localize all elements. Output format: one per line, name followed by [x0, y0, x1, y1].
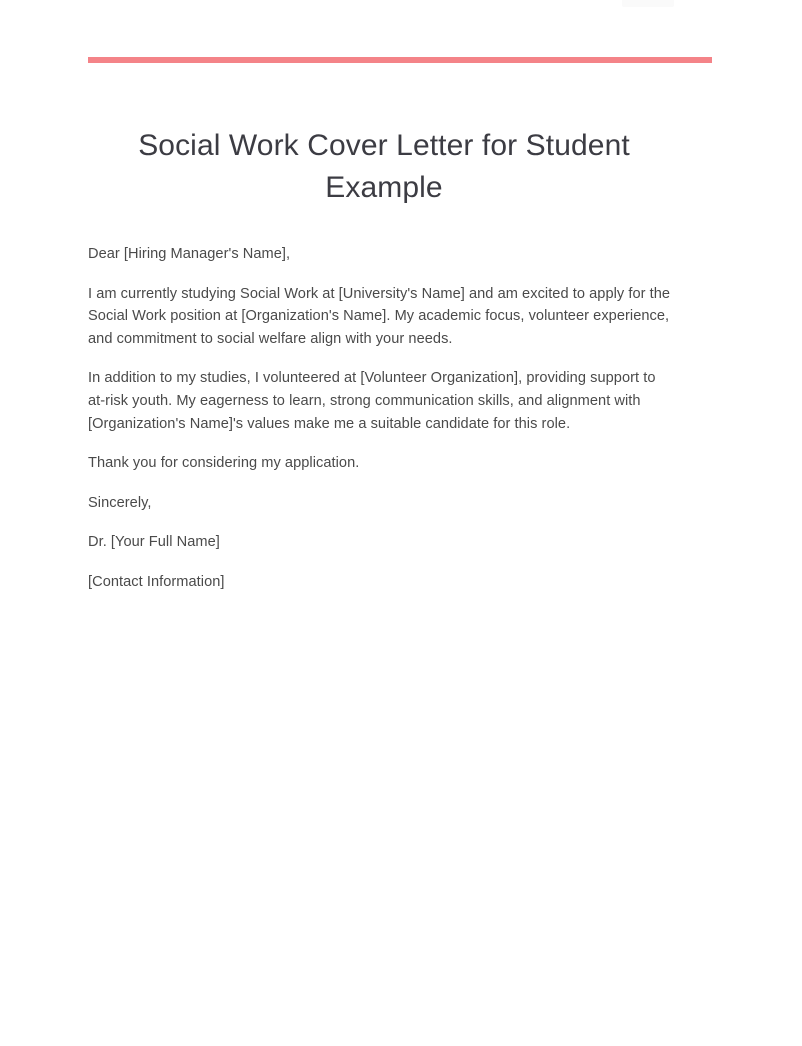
letter-paragraph-experience: In addition to my studies, I volunteered at [Volunteer Organization], providing support to at-risk youth. My eagerness to learn, strong communication skills, and alignment with [Organization's Name]'s values make me a suitable candidate for this role. [88, 370, 656, 432]
clipped-ui-fragment [622, 0, 674, 7]
letter-signature-name: Dr. [Your Full Name] [88, 534, 220, 551]
page-title: Social Work Cover Letter for Student Example [138, 129, 630, 205]
letter-closing: Sincerely, [88, 494, 152, 511]
letter-body [88, 243, 672, 594]
letter-contact-information: [Contact Information] [88, 573, 225, 590]
letter-salutation: Dear [Hiring Manager's Name], [88, 246, 291, 262]
letter-paragraph-intro: I am currently studying Social Work at [University's Name] and am excited to apply for the Social Work position at [Organization's Name]. My academic focus, volunteer experience, and commitment to social welfare align with your needs. [88, 285, 671, 347]
accent-rule [88, 57, 712, 63]
letter-paragraph-thanks: Thank you for considering my application. [88, 455, 360, 472]
